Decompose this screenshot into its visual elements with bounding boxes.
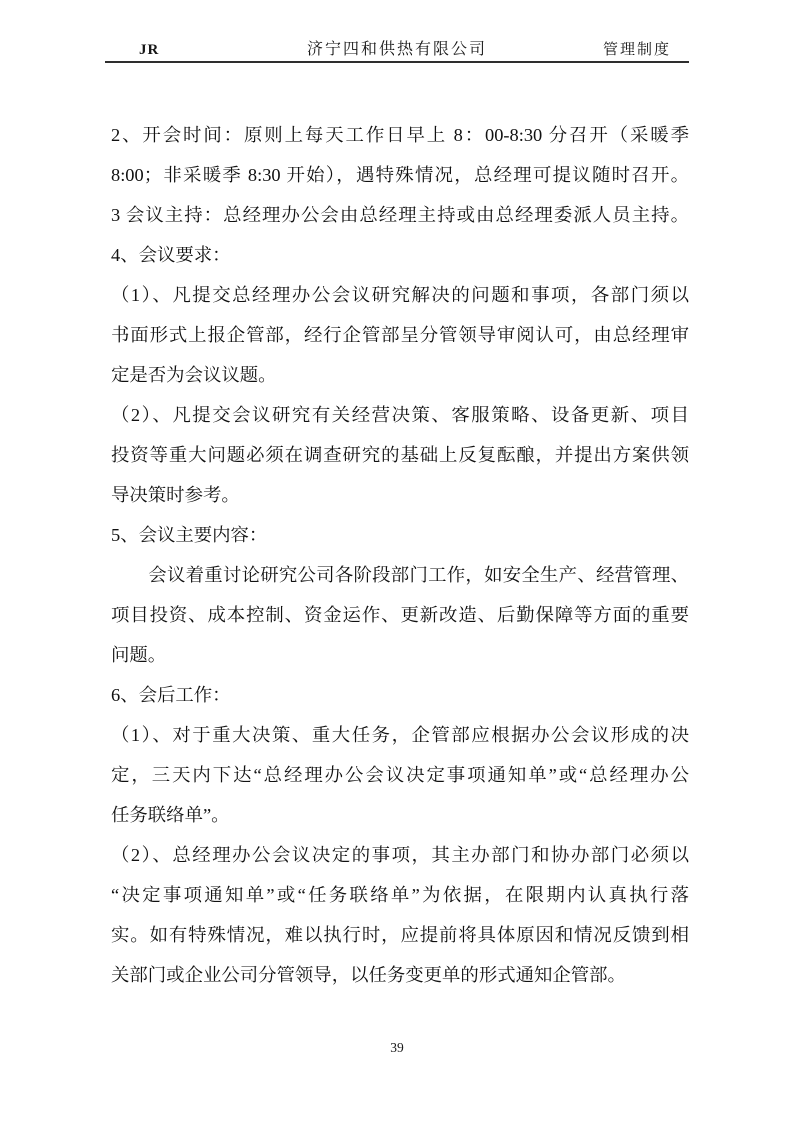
- header-logo-text: JR: [139, 42, 160, 58]
- document-body: [111, 115, 689, 995]
- body-text-line: 4、会议要求：: [111, 245, 231, 265]
- body-text-line: 投资等重大问题必须在调查研究的基础上反复酝酿，并提出方案供领: [111, 445, 689, 465]
- body-text-line: 定，三天内下达“总经理办公会议决定事项通知单”或“总经理办公: [111, 765, 689, 785]
- body-text-line: 关部门或企业公司分管领导，以任务变更单的形式通知企管部。: [111, 965, 626, 985]
- body-text-line: 6、会后工作：: [111, 685, 231, 705]
- body-text-line: 任务联络单”。: [111, 805, 230, 825]
- body-text-line: （2）、总经理办公会议决定的事项，其主办部门和协办部门必须以: [111, 845, 689, 865]
- body-text-line: （2）、凡提交会议研究有关经营决策、客服策略、设备更新、项目: [111, 405, 689, 425]
- page-header: [105, 0, 689, 63]
- header-company-name: 济宁四和供热有限公司: [306, 41, 488, 58]
- page-footer: [0, 1040, 794, 1056]
- body-text-line: 定是否为会议议题。: [111, 365, 277, 385]
- body-text-line: 问题。: [111, 645, 167, 665]
- body-text-line: 2、开会时间：原则上每天工作日早上 8：00-8:30 分召开（采暖季: [111, 125, 689, 145]
- page-number: 39: [390, 1040, 404, 1055]
- body-text-line: “决定事项通知单”或“任务联络单”为依据，在限期内认真执行落: [111, 885, 689, 905]
- body-text-line: 3 会议主持：总经理办公会由总经理主持或由总经理委派人员主持。: [111, 205, 689, 225]
- header-document-type: 管理制度: [602, 42, 671, 58]
- body-text-line: 5、会议主要内容：: [111, 525, 268, 545]
- body-text-line: 书面形式上报企管部，经行企管部呈分管领导审阅认可，由总经理审: [111, 325, 689, 345]
- body-text-line: （1）、凡提交总经理办公会议研究解决的问题和事项，各部门须以: [111, 285, 689, 305]
- body-text-line: 项目投资、成本控制、资金运作、更新改造、后勤保障等方面的重要: [111, 605, 689, 625]
- body-text-line: 导决策时参考。: [111, 485, 240, 505]
- body-text-line: 会议着重讨论研究公司各阶段部门工作，如安全生产、经营管理、: [111, 565, 689, 585]
- body-text-line: （1）、对于重大决策、重大任务，企管部应根据办公会议形成的决: [111, 725, 689, 745]
- body-text-line: 8:00；非采暖季 8:30 开始），遇特殊情况，总经理可提议随时召开。: [111, 165, 689, 185]
- body-text-line: 实。如有特殊情况，难以执行时，应提前将具体原因和情况反馈到相: [111, 925, 689, 945]
